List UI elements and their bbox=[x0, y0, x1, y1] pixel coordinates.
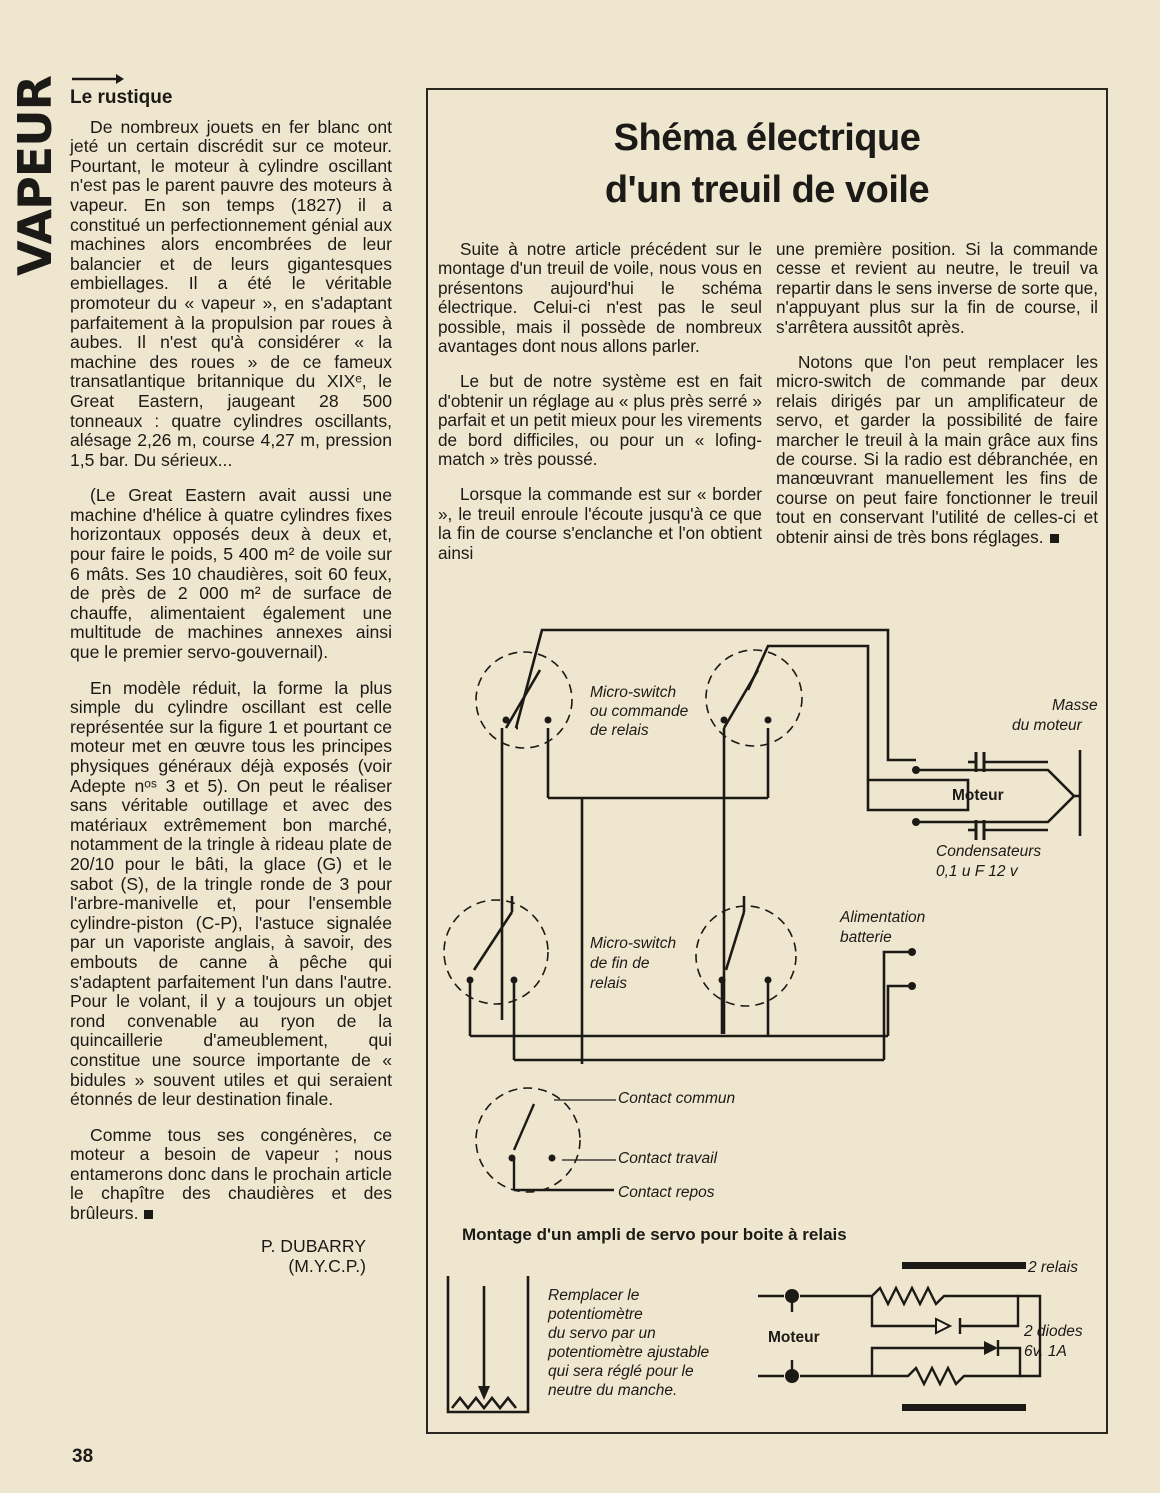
article-paragraph-text: Comme tous ses congénères, ce moteur a besoin de vapeur ; nous entamerons donc dans le prochain article le chapître des chaudières et des brûleurs. bbox=[70, 1124, 392, 1224]
label-microswitch-bottom: relais bbox=[590, 975, 628, 992]
label-microswitch-top: Micro-switch bbox=[590, 684, 677, 701]
label-condensateurs: 0,1 u F 12 v bbox=[936, 863, 1018, 880]
label-remplacer: du servo par un bbox=[548, 1325, 656, 1342]
caption-servo: Montage d'un ampli de servo pour boite à relais bbox=[462, 1225, 847, 1244]
label-contact-commun: Contact commun bbox=[618, 1090, 736, 1107]
label-alimentation: Alimentation bbox=[840, 909, 926, 926]
article-paragraph: En modèle réduit, la forme la plus simple du cylindre oscillant est celle représentée sur la figure 1 et pourtant ce moteur met en œuvre tous les principes physiques généraux déjà exposés (voir Adepte nᵒˢ 3 et 5). On peut le réaliser sans véritable outillage et avec des matériaux extrêmement bon marché, notamment de la tringle à rideau plate de 20/10 pour le bâti, la glace (G) et le sabot (S), de la tringle ronde de 3 pour l'arbre-manivelle et, pour l'ensemble cylindre-piston (C-P), l'astuce signalée par un vaporiste anglais, à savoir, des embouts de canne à pêche qui s'adaptent parfaitement l'un dans l'autre. Pour le volant, il y a toujours un objet rond convenable au ryon de la quincaillerie d'ameublement, qui constitue une source importante de « bidules » souvent utiles et qui seraient étonnés de leur destination finale. bbox=[70, 677, 392, 1110]
article-heading: Le rustique bbox=[70, 87, 173, 108]
box-title-line: Shéma électrique bbox=[613, 117, 921, 159]
section-label-text: VAPEUR bbox=[8, 75, 62, 276]
page-number: 38 bbox=[72, 1446, 94, 1467]
label-alimentation: batterie bbox=[840, 929, 892, 946]
label-microswitch-bottom: Micro-switch bbox=[590, 935, 677, 952]
label-remplacer: neutre du manche. bbox=[548, 1382, 678, 1399]
label-remplacer: Remplacer le bbox=[548, 1287, 640, 1304]
box-paragraph: Le but de notre système est en fait d'obtenir un réglage au « plus près serré » parfait et un petit mieux pour les virements de bord difficiles, ou pour un « lofing-match » très poussé. bbox=[438, 371, 762, 470]
label-microswitch-top: de relais bbox=[590, 722, 649, 739]
author-name: P. DUBARRY bbox=[261, 1235, 366, 1256]
label-remplacer: potentiomètre bbox=[548, 1306, 643, 1323]
box-title-line: d'un treuil de voile bbox=[604, 169, 930, 211]
box-paragraph: Suite à notre article précédent sur le montage d'un treuil de voile, nous vous en présentons aujourd'hui le schéma électrique. Celui-ci n'est pas le seul possible, mais il possède de nombreux avantages dont nous allons parler. bbox=[438, 239, 762, 357]
label-contact-repos: Contact repos bbox=[618, 1184, 715, 1201]
label-contact-travail: Contact travail bbox=[618, 1150, 718, 1167]
label-masse: Masse bbox=[1052, 697, 1098, 714]
label-relais: 2 relais bbox=[1028, 1259, 1078, 1276]
label-moteur2: Moteur bbox=[768, 1329, 820, 1346]
box-paragraph: Lorsque la commande est sur « border », le treuil enroule l'écoute jusqu'à ce que la fin de course s'enclanche et l'on obtient ainsi bbox=[438, 484, 762, 563]
box-paragraph: une première position. Si la commande cesse et revient au neutre, le treuil va repartir dans le sens inverse de sorte que, n'appuyant plus sur la fin de course, il s'arrêtera aussitôt après. bbox=[776, 239, 1098, 337]
label-remplacer: qui sera réglé pour le bbox=[548, 1363, 694, 1380]
left-article bbox=[70, 84, 392, 1276]
label-microswitch-top: ou commande bbox=[590, 703, 689, 720]
signature bbox=[70, 1236, 392, 1276]
label-diodes: 2 diodes bbox=[1024, 1323, 1083, 1340]
label-masse: du moteur bbox=[1012, 717, 1082, 734]
label-microswitch-bottom: de fin de bbox=[590, 955, 650, 972]
sidebar-box bbox=[426, 88, 1108, 1434]
wiring-diagram bbox=[428, 90, 1110, 1436]
box-paragraph-text: Notons que l'on peut remplacer les micro-switch de commande par deux relais dirigés par un amplificateur de servo, et garder la possibilité de faire marcher le treuil à la main grâce aux fins de course. Si la radio est débranchée, en manœuvrant manuellement les fins de course on peut faire fonctionner le treuil tout en conservant l'utilité de celles-ci et obtenir ainsi de très bons réglages. bbox=[776, 352, 1098, 547]
label-diodes: 6v. 1A bbox=[1024, 1343, 1067, 1360]
section-label bbox=[2, 75, 68, 276]
author-affiliation: (M.Y.C.P.) bbox=[288, 1255, 366, 1276]
label-condensateurs: Condensateurs bbox=[936, 843, 1042, 860]
article-paragraph: De nombreux jouets en fer blanc ont jeté un certain discrédit sur ce moteur. Pourtant, le moteur à cylindre oscillant n'est pas le parent pauvre des moteurs à vapeur. En son temps (1827) il a constitué un perfectionnement génial aux machines alors encombrées de leur balancier et de leurs gigantesques embiellages. Il a été le véritable promoteur du « vapeur », en s'adaptant parfaitement à la propulsion par roues à aubes. Il n'est qu'à considérer « la machine des roues » de ce fameux transatlantique britannique du XIXᵉ, le Great Eastern, jaugeant 28 500 tonneaux : quatre cylindres oscillants, alésage 2,26 m, course 4,27 m, pression 1,5 bar. Du sérieux... bbox=[70, 116, 392, 470]
label-remplacer: potentiomètre ajustable bbox=[548, 1344, 710, 1361]
article-paragraph bbox=[70, 1126, 392, 1224]
label-moteur: Moteur bbox=[952, 787, 1004, 804]
article-paragraph: (Le Great Eastern avait aussi une machine d'hélice à quatre cylindres fixes horizontaux opposés deux à deux et, pour faire le poids, 5 400 m² de voile sur 6 mâts. Ses 10 chaudières, soit 60 feux, de près de 2 000 m² de surface de chauffe, alimentaient également une multitude de machines annexes ainsi que le premier servo-gouvernail). bbox=[70, 485, 392, 663]
end-mark-icon bbox=[144, 1210, 153, 1219]
